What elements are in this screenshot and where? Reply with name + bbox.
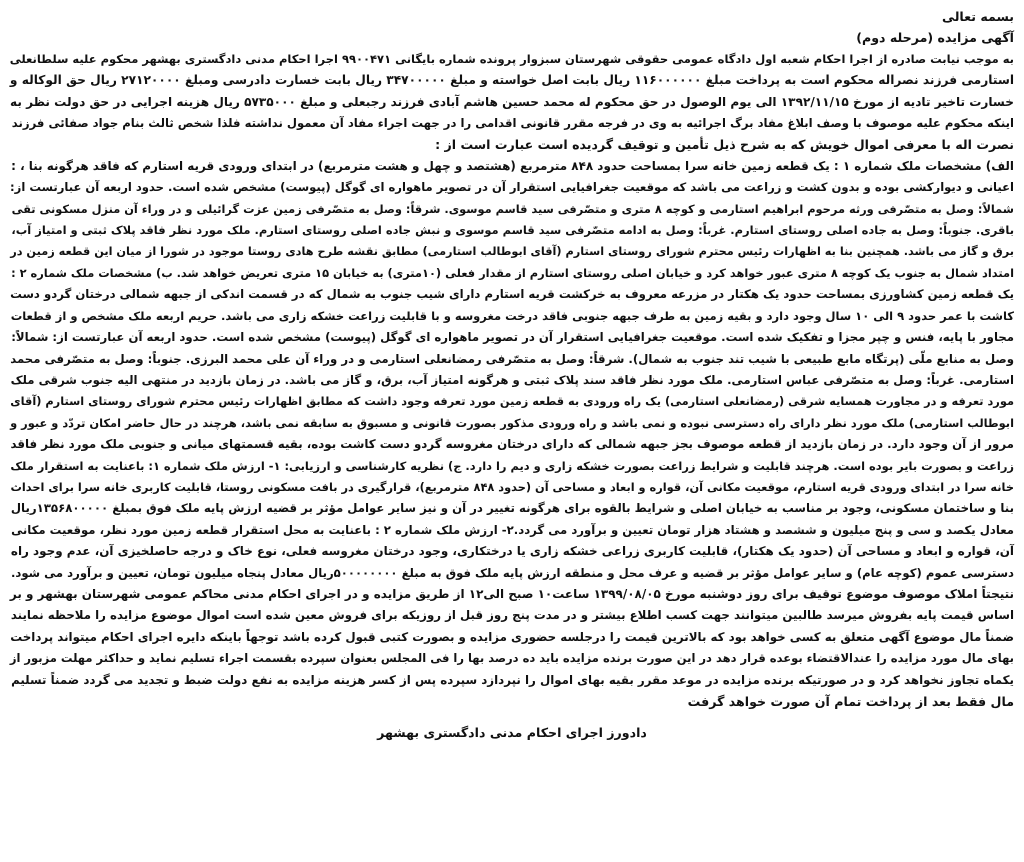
text-line: امتداد شمال به جنوب یک کوچه ۸ متری عبور خواهد کرد و خیابان اصلی روستای استارم از مقدار فعلی (۱۰متری) به خیابان ۱۵ متری تعریض خواهد شد. ب) مشخصات ملک شماره ۲ : <box>11 265 1014 280</box>
text-line: برق و گاز می باشد. همچنین بنا به اظهارات رئیس محترم شورای روستای استارم (آقای ابوطالب استارمی) مطابق نقشه طرح هادی روستا موجود در شورا از میان این قطعه زمین در <box>10 245 1014 259</box>
text-line: خسارت تاخیر تادیه از مورخ ۱۳۹۲/۱۱/۱۵ الی یوم الوصول در حق محکوم له محمد حسین هاشم آبادی فرزند رجبعلی و مبلغ ۵۷۳۵۰۰۰ ریال هزینه اجرایی در حق دولت نظر به <box>9 94 1014 109</box>
text-line: مجاور با پایه، فنس و چپر مجزا و تفکیک شده است. موقعیت جغرافیایی استقرار آن در تصویر ماهواره ای گوگل (پیوست) مشخص شده است. حدود اربعه آن عبارتست از: شمالاً: <box>11 330 1014 345</box>
text-line: اساس قیمت پایه بفروش میرسد طالبین میتوانند جهت کسب اطلاع بیشتر و در مدت پنج روز قبل از روزیکه برای فروش معین شده است اموال موضوع مزایده را ملاحظه نمایند <box>10 608 1014 623</box>
notice-title: آگهی مزایده (مرحله دوم) <box>856 30 1014 46</box>
text-line: اینکه محکوم علیه موصوف با وصف ابلاغ مفاد برگ اجرائیه به وی در فرجه مقرر قانونی اقدامی را در جهت اجراء مفاد آن معمول نداشته فلذا شخص ثالث بنام جواد صفائی فرزند <box>11 116 1014 131</box>
text-line: اعیانی و دیوارکشی بوده و بدون کشت و زراعت می باشد که موقعیت جغرافیایی استقرار آن در تصویر ماهواره ای گوگل (پیوست) مشخص شده است. حدود اربعه آن عبارتست از: <box>10 180 1014 195</box>
text-line: ضمناً مال موضوع آگهی متعلق به کسی خواهد بود که بالاترین قیمت را درجلسه حضوری مزایده و بصورت کتبی قبول کرده باشد توجهاً باینکه دایره اجرای احکام میتواند پرداخت <box>10 629 1014 644</box>
text-line: نتیجتاً املاک موصوف موضوع توقیف برای روز دوشنبه مورخ ۱۳۹۹/۰۸/۰۵ ساعت۱۰ صبح الی۱۲ از طریق مزایده و در اجرای احکام مدنی محاکم عمومی شهرستان بهشهر و بر <box>9 586 1014 601</box>
text-line: شمالاً: وصل به متصّرفی ورثه مرحوم ابراهیم استارمی و کوچه ۸ متری و متصّرفی سید قاسم موسوی. شرقاً: وصل به متصّرفی زمین عزت گرائیلی و در وراء آن منزل مسکونی تقی <box>11 201 1014 216</box>
text-line: مرور از آن وجود دارد. در زمان بازدید از قطعه موصوف بجز جبهه شمالی که دارای درختان مغروسه گردو دست کاشت بوده، بقیه قسمتهای میانی و جنوبی ملک مورد نظر فاقد <box>10 437 1014 452</box>
text-line: کاشت با عمر حدود ۹ الی ۱۰ سال وجود دارد و بقیه زمین به طرف جبهه جنوبی فاقد درخت مغروسه و با قابلیت زراعت خشکه زاری می باشد. حریم اربعه ملک مشخص و از قطعات <box>10 308 1014 323</box>
text-line: وصل به منابع ملّی (پرتگاه مابع طبیعی با شیب تند جنوب به شمال). شرقاً: وصل به متصّرفی رمضانعلی استارمی و در وراء آن علی محمد البرزی. جنوباً: وصل به متصّرفی محمد <box>10 351 1014 366</box>
text-line: مال فقط بعد از پرداخت تمام آن صورت خواهد گرفت <box>687 694 1014 709</box>
text-line: بهای مال مورد مزایده را عندالاقتضاء بوعده قرار دهد در این صورت برنده مزایده باید ده درصد بها را فی المجلس بعنوان سپرده بقسمت اجراء تسلیم نماید و حداکثر مهلت مزبور از <box>9 651 1014 666</box>
text-line: معادل یکصد و سی و پنج میلیون و ششصد و هشتاد هزار تومان تعیین و برآورد می گردد.۲- ارزش ملک شماره ۲ : باعنایت به محل استقرار قطعه زمین مورد نظر، موقعیت مکانی <box>11 522 1014 537</box>
text-line: آن، قواره و ابعاد و مساحی آن (حدود یک هکتار)، قابلیت کاربری زراعی خشکه زاری یا درختکاری، وجود درختان مغروسه فعلی، نوع خاک و درجه حاصلخیزی آن، عدم وجود راه <box>10 544 1014 559</box>
property-details-paragraph <box>10 156 1014 584</box>
text-line: استارمی فرزند نصراله محکوم است به پرداخت مبلغ ۱۱۶۰۰۰۰۰۰ ریال بابت اصل خواسته و مبلغ ۳۴۷۰۰۰۰۰ ریال بابت خسارت دادرسی ومبلغ ۲۷۱۲۰۰۰۰ ریال حق الوکاله و <box>9 73 1014 88</box>
text-line: یک قطعه زمین کشاورزی بمساحت حدود یک هکتار در مزرعه معروف به خرکشت قریه استارم دارای شیب جنوب به شمال که در قسمت اندکی از جبهه شمالی درختان گردو دست <box>10 287 1014 302</box>
intro-paragraph <box>10 49 1014 156</box>
text-line: الف) مشخصات ملک شماره ۱ : یک قطعه زمین خانه سرا بمساحت حدود ۸۴۸ مترمربع (هشتصد و چهل و هشت مترمربع) در ابتدای ورودی قریه استارم که فاقد هرگونه بنا ، : <box>11 158 1014 173</box>
text-line: زراعت و بصورت بایر بوده است. هرچند قابلیت و شرایط زراعت بصورت خشکه زاری و دیم را دارد. ج) نظریه کارشناسی و ارزیابی: ۱- ارزش ملک شماره ۱: باعنایت به استقرار ملک <box>10 458 1014 473</box>
text-line: بنا و ساختمان مسکونی، وجود بر مناسب به خیابان اصلی و شرایط بالقوه برای هرگونه تغییر در آن و نیز سایر عوامل مؤثر بر قضیه ارزش پایه ملک فوق بمبلغ ۱۳۵۶۸۰۰۰۰۰ریال <box>10 501 1014 516</box>
text-line: ابوطالب استارمی) ملک مورد نظر دارای راه دسترسی نبوده و نمی باشد و راه ورودی مذکور بصورت قانونی و مسبوق به سابقه نمی باشد، هرچند در حال حاضر امکان تردّد و عبور و <box>10 415 1014 430</box>
text-line: به موجب نیابت صادره از اجرا احکام شعبه اول دادگاه عمومی حقوقی شهرستان سبزوار پرونده شماره بایگانی ۹۹۰۰۴۷۱ اجرا احکام مدنی دادگستری بهشهر محکوم علیه سلطانعلی <box>9 51 1014 66</box>
signature-line: دادورز اجرای احکام مدنی دادگستری بهشهر <box>377 725 647 741</box>
text-line: مورد تعرفه و در مجاورت همسایه شرقی (رمضانعلی استارمی) یک راه ورودی به قطعه زمین مورد تعرفه وجود داشت که مطابق اظهارات رئیس محترم شورای روستای استارم (آقای <box>10 394 1014 409</box>
text-line: دسترسی عموم (کوچه عام) و سایر عوامل مؤثر بر قضیه و عرف محل و منطقه ارزش پایه ملک فوق به مبلغ ۵۰۰۰۰۰۰۰۰ریال معادل پنجاه میلیون تومان، تعیین و برآورد می شود. <box>11 565 1014 580</box>
text-line: باقری. جنوباً: وصل به جاده اصلی روستای استارم. غرباً: وصل به ادامه متصّرفی سید قاسم موسوی و نبش جاده اصلی روستای استارم. ملک مورد نظر فاقد پلاک ثبتی و امتیاز آب، <box>11 223 1014 238</box>
closing-paragraph <box>10 584 1014 712</box>
text-line: نصرت اله با معرفی اموال خویش که به شرح ذیل تأمین و توقیف گردیده است عبارت است از : <box>435 137 1014 153</box>
text-line: استارمی. غرباً: وصل به متصّرفی عباس استارمی. ملک مورد نظر فاقد سند پلاک ثبتی و هرگونه امتیاز آب، برق، و گاز می باشد. در زمان بازدید در منتهی الیه جنوب شرقی ملک <box>10 372 1014 387</box>
bismillah: بسمه تعالی <box>941 9 1014 24</box>
text-line: یکماه تجاوز نخواهد کرد و در صورتیکه برنده مزایده در موعد مقرر بقیه بهای اموال را نپردازد سپرده پس از کسر هزینه مزایده به نفع دولت ضبط و تجدید می گردد ضمناً تسلیم <box>11 672 1014 687</box>
text-line: خانه سرا در ابتدای ورودی قریه استارم، موقعیت مکانی آن، قواره و ابعاد و مساحی آن (حدود ۸۴۸ مترمربع)، قرارگیری در بافت مسکونی روستا، قابلیت کاربری خانه سرا برای احداث <box>10 479 1014 494</box>
